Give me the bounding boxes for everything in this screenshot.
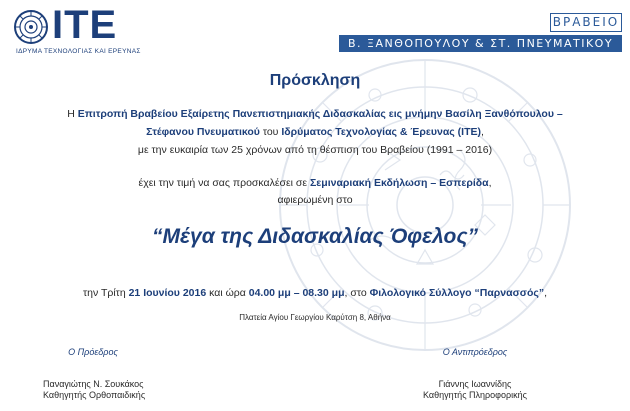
event-time: 04.00 μμ – 08.30 μμ bbox=[248, 287, 345, 299]
event-details bbox=[0, 287, 630, 299]
invitation-line-5: αφιερωμένη στο bbox=[277, 194, 353, 206]
signature-left-role: Ο Πρόεδρος bbox=[68, 347, 118, 357]
details-day: την Τρίτη bbox=[83, 287, 129, 299]
venue-address: Πλατεία Αγίου Γεωργίου Καρύτση 8, Αθήνα bbox=[239, 313, 391, 322]
line2-comma: , bbox=[480, 126, 484, 138]
committee-name-cont: Στέφανου Πνευματικού bbox=[146, 126, 260, 138]
details-comma: , bbox=[544, 287, 547, 299]
foundation-name: ΙΔΡΥΜΑ ΤΕΧΝΟΛΟΓΙΑΣ ΚΑΙ ΕΡΕΥΝΑΣ bbox=[16, 48, 141, 55]
ite-logo bbox=[14, 3, 184, 58]
seal-icon bbox=[14, 10, 48, 44]
signature-left-position: Καθηγητής Ορθοπαιδικής bbox=[43, 390, 146, 400]
signature-left-name: Παναγιώτης Ν. Σουκάκος bbox=[43, 379, 144, 389]
invitation-line-2 bbox=[0, 126, 630, 138]
signature-left bbox=[43, 347, 146, 400]
signature-right bbox=[405, 347, 545, 400]
event-type: Σεμιναριακή Εκδήλωση – Εσπερίδα bbox=[310, 177, 489, 189]
invitation-line-4 bbox=[0, 177, 630, 189]
event-venue: Φιλολογικό Σύλλογο “Παρνασσός” bbox=[369, 287, 545, 299]
invitation-line-1 bbox=[0, 108, 630, 120]
line4-prefix: έχει την τιμή να σας προσκαλέσει σε bbox=[138, 177, 310, 189]
line4-comma: , bbox=[488, 177, 492, 189]
foundation-full-name: Ιδρύματος Τεχνολογίας & Έρευνας (ΙΤΕ) bbox=[281, 126, 481, 138]
award-names-banner: Β. ΞΑΝΘΟΠΟΥΛΟΥ & ΣΤ. ΠΝΕΥΜΑΤΙΚΟΥ bbox=[339, 35, 622, 52]
committee-name: Επιτροπή Βραβείου Εξαίρετης Πανεπιστημιακής Διδασκαλίας εις μνήμην Βασίλη Ξανθόπουλου – bbox=[77, 108, 563, 120]
signature-right-name: Γιάννης Ιωαννίδης bbox=[438, 379, 512, 389]
award-label: ΒΡΑΒΕΙΟ bbox=[550, 13, 622, 32]
signature-right-position: Καθηγητής Πληροφορικής bbox=[423, 390, 527, 400]
details-venue-prefix: , στο bbox=[344, 287, 370, 299]
ite-logo-text: ITE bbox=[52, 3, 118, 47]
line1-prefix: Η bbox=[67, 108, 78, 120]
signature-right-role: Ο Αντιπρόεδρος bbox=[442, 347, 508, 357]
invitation-line-3: με την ευκαιρία των 25 χρόνων από τη θέσπιση του Βραβείου (1991 – 2016) bbox=[137, 144, 493, 156]
details-time-prefix: και ώρα bbox=[206, 287, 249, 299]
invitation-title: Πρόσκληση bbox=[269, 72, 361, 89]
line2-of: του bbox=[259, 126, 282, 138]
event-title: “Μέγα της Διδασκαλίας Όφελος” bbox=[151, 225, 479, 248]
event-date: 21 Ιουνίου 2016 bbox=[128, 287, 207, 299]
